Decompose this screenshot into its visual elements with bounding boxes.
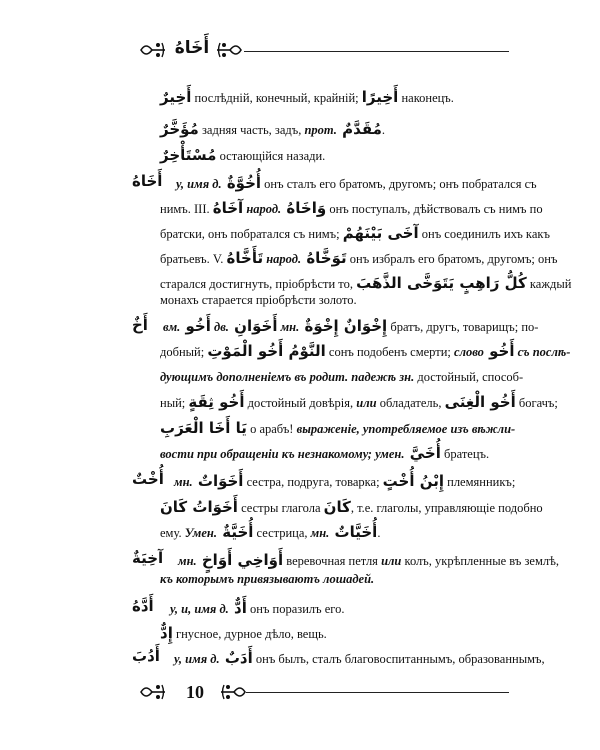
arabic-phrase: النَّوْمُ أَخُو الْمَوْتِ bbox=[207, 342, 326, 360]
gloss: послѣдній, конечный, крайній; bbox=[191, 91, 362, 105]
abbreviation: мн. bbox=[174, 475, 193, 489]
gloss: остающійся назади. bbox=[216, 149, 326, 163]
entry-line bbox=[160, 120, 385, 139]
arabic-word: مُؤَخَّرٌ bbox=[160, 120, 199, 138]
arabic-word: آخَاهُ bbox=[212, 199, 244, 217]
entry-line bbox=[160, 624, 327, 643]
arabic-word: إِدٌّ bbox=[160, 624, 173, 642]
arabic-word: أَخَوَاتٌ bbox=[192, 472, 244, 490]
gloss: онъ поразилъ его. bbox=[246, 602, 345, 616]
abbreviation: вм. bbox=[163, 320, 181, 334]
arabic-word: أُخَيَّ bbox=[404, 444, 441, 462]
abbreviation: Умен. bbox=[184, 526, 217, 540]
entry-line bbox=[160, 444, 489, 463]
arabic-word: تَأَخَّاهُ bbox=[226, 249, 264, 267]
gloss: братъ, другъ, товарищъ; по- bbox=[387, 320, 539, 334]
arabic-word: مُسْتَأْخِرٌ bbox=[160, 146, 217, 164]
entry-line bbox=[163, 317, 538, 336]
arabic-phrase: أَخَوَاتُ كَانَ bbox=[160, 498, 238, 516]
gloss: достойный, способ- bbox=[414, 370, 524, 384]
entry-line bbox=[160, 342, 570, 361]
abbreviation: выраженіе, употребляемое изъ вѣжли- bbox=[296, 422, 516, 436]
arabic-word: أُخُوَّةٌ bbox=[221, 174, 262, 192]
abbreviation: дв. bbox=[210, 320, 229, 334]
gloss: онъ сталъ его братомъ, другомъ; онъ побратался съ bbox=[261, 177, 537, 191]
arabic-word: أَخِيرًا bbox=[361, 88, 399, 106]
gloss: ему. bbox=[160, 526, 185, 540]
ornament-icon bbox=[220, 682, 246, 702]
abbreviation: слово bbox=[454, 345, 484, 359]
entry-headword: أَخَاهُ bbox=[132, 172, 163, 190]
gloss: достойный довѣрія, bbox=[244, 396, 357, 410]
entry-headword: أَدَّهُ bbox=[132, 597, 154, 615]
ornament-icon bbox=[140, 682, 166, 702]
gloss: братецъ. bbox=[440, 447, 490, 461]
entry-headword: أَخٌ bbox=[132, 316, 148, 334]
running-headword: أَخَاهُ bbox=[174, 38, 210, 58]
abbreviation: прот. bbox=[304, 123, 337, 137]
abbreviation: мн. bbox=[277, 320, 300, 334]
arabic-phrase: أَخُو ثِقَةٍ bbox=[188, 393, 245, 411]
abbreviation: народ. bbox=[243, 202, 282, 216]
arabic-word: إِخْوَانٌ إِخْوَةٌ bbox=[299, 317, 388, 335]
gloss: гнусное, дурное дѣло, вещь. bbox=[172, 627, 327, 641]
gloss: веревочная петля bbox=[283, 554, 382, 568]
abbreviation: у, и, имя д. bbox=[170, 602, 229, 616]
abbreviation: или bbox=[356, 396, 377, 410]
gloss: добный; bbox=[160, 345, 208, 359]
arabic-word: أُخَيَّةٌ bbox=[216, 523, 254, 541]
arabic-word: أُخَيَّاتٌ bbox=[329, 523, 378, 541]
arabic-word: أَوَاخٍ bbox=[201, 551, 238, 569]
entry-headword: أَدُبَ bbox=[132, 647, 160, 665]
gloss: . bbox=[381, 123, 386, 137]
page-number: 10 bbox=[186, 682, 204, 702]
entry-line bbox=[178, 551, 559, 570]
arabic-word: أَدٌّ bbox=[228, 599, 247, 617]
abbreviation: къ которымъ привязываютъ лошадей. bbox=[160, 572, 375, 586]
abbreviation: или bbox=[381, 554, 402, 568]
gloss: обладатель, bbox=[376, 396, 445, 410]
entry-line bbox=[160, 498, 543, 517]
abbreviation: вости при обращеніи къ незнакомому; умен. bbox=[160, 447, 405, 461]
abbreviation: у, имя д. bbox=[176, 177, 222, 191]
arabic-word: وَاخَاهُ bbox=[281, 199, 327, 217]
arabic-word: مُقَدَّمٌ bbox=[336, 120, 382, 138]
footer-rule bbox=[246, 692, 509, 693]
gloss: онъ былъ, сталъ благовоспитаннымъ, образованнымъ, bbox=[252, 652, 545, 666]
gloss: , т.е. глаголы, управляющіе подобно bbox=[350, 501, 543, 515]
gloss: каждый bbox=[526, 277, 572, 291]
entry-line bbox=[176, 174, 537, 193]
entry-line bbox=[160, 224, 550, 243]
gloss: о арабъ! bbox=[246, 422, 297, 436]
arabic-phrase: يَا أَخَا الْعَرَبِ bbox=[160, 419, 247, 437]
arabic-phrase: إِبْنُ أُخْتٍ bbox=[382, 472, 444, 490]
arabic-phrase: كُلُّ رَاهِبٍ يَتَوَخَّى الذَّهَبَ bbox=[356, 274, 527, 292]
page-footer bbox=[140, 680, 510, 704]
entry-line bbox=[160, 199, 543, 218]
arabic-word: تَوَخَّاهُ bbox=[301, 249, 347, 267]
abbreviation: дующимъ дополненіемъ въ родит. падежѣ зн. bbox=[160, 370, 415, 384]
entry-line bbox=[160, 419, 515, 438]
entry-line bbox=[160, 291, 357, 309]
gloss: сестрица, bbox=[253, 526, 311, 540]
gloss: монахъ старается пріобрѣсти золото. bbox=[160, 293, 357, 307]
arabic-word: كَانَ bbox=[323, 498, 351, 516]
entry-line bbox=[160, 570, 374, 588]
gloss: онъ поступалъ, дѣйствовалъ съ нимъ по bbox=[326, 202, 543, 216]
abbreviation: у, имя д. bbox=[174, 652, 220, 666]
arabic-word: أَوَاخِي bbox=[196, 551, 284, 569]
entry-line bbox=[160, 523, 380, 542]
gloss: . bbox=[377, 526, 381, 540]
entry-headword: آخِيَةٌ bbox=[132, 549, 164, 567]
gloss: богачъ; bbox=[515, 396, 558, 410]
arabic-phrase: أَخُو الْغِنَى bbox=[444, 393, 516, 411]
gloss: задняя часть, задъ, bbox=[198, 123, 305, 137]
gloss: племянникъ; bbox=[444, 475, 516, 489]
abbreviation: съ послѣ- bbox=[514, 345, 571, 359]
gloss: сестра, подруга, товарка; bbox=[243, 475, 383, 489]
gloss: нимъ. III. bbox=[160, 202, 213, 216]
gloss: братски, онъ побратался съ нимъ; bbox=[160, 227, 343, 241]
gloss: онъ избралъ его братомъ, другомъ; онъ bbox=[346, 252, 558, 266]
entry-line bbox=[170, 599, 344, 618]
gloss: братьевъ. V. bbox=[160, 252, 227, 266]
arabic-word: أَخَوَانِ bbox=[228, 317, 278, 335]
gloss: сонъ подобенъ смерти; bbox=[325, 345, 455, 359]
entry-headword: أُخْتٌ bbox=[132, 470, 164, 488]
gloss: старался достигнуть, пріобрѣсти то, bbox=[160, 277, 357, 291]
entry-line bbox=[160, 368, 523, 386]
gloss: сестры глагола bbox=[237, 501, 324, 515]
gloss: колъ, укрѣпленные въ землѣ, bbox=[401, 554, 560, 568]
gloss: онъ соединилъ ихъ какъ bbox=[418, 227, 550, 241]
arabic-word: أَدَبٌ bbox=[219, 649, 253, 667]
entry-line bbox=[174, 472, 515, 491]
arabic-word: أَخِيرٌ bbox=[160, 88, 192, 106]
entry-line bbox=[174, 649, 545, 668]
entry-line bbox=[160, 146, 325, 165]
arabic-word: أَخُو bbox=[483, 342, 515, 360]
entry-line bbox=[160, 393, 558, 412]
gloss: ный; bbox=[160, 396, 189, 410]
abbreviation: мн. bbox=[310, 526, 330, 540]
abbreviation: мн. bbox=[178, 554, 197, 568]
entry-line bbox=[160, 88, 454, 107]
entry-line bbox=[160, 249, 557, 268]
arabic-word: أَخُو bbox=[180, 317, 211, 335]
arabic-word: آخَى بَيْنَهُمْ bbox=[342, 224, 419, 242]
gloss: наконецъ. bbox=[398, 91, 454, 105]
abbreviation: народ. bbox=[263, 252, 302, 266]
